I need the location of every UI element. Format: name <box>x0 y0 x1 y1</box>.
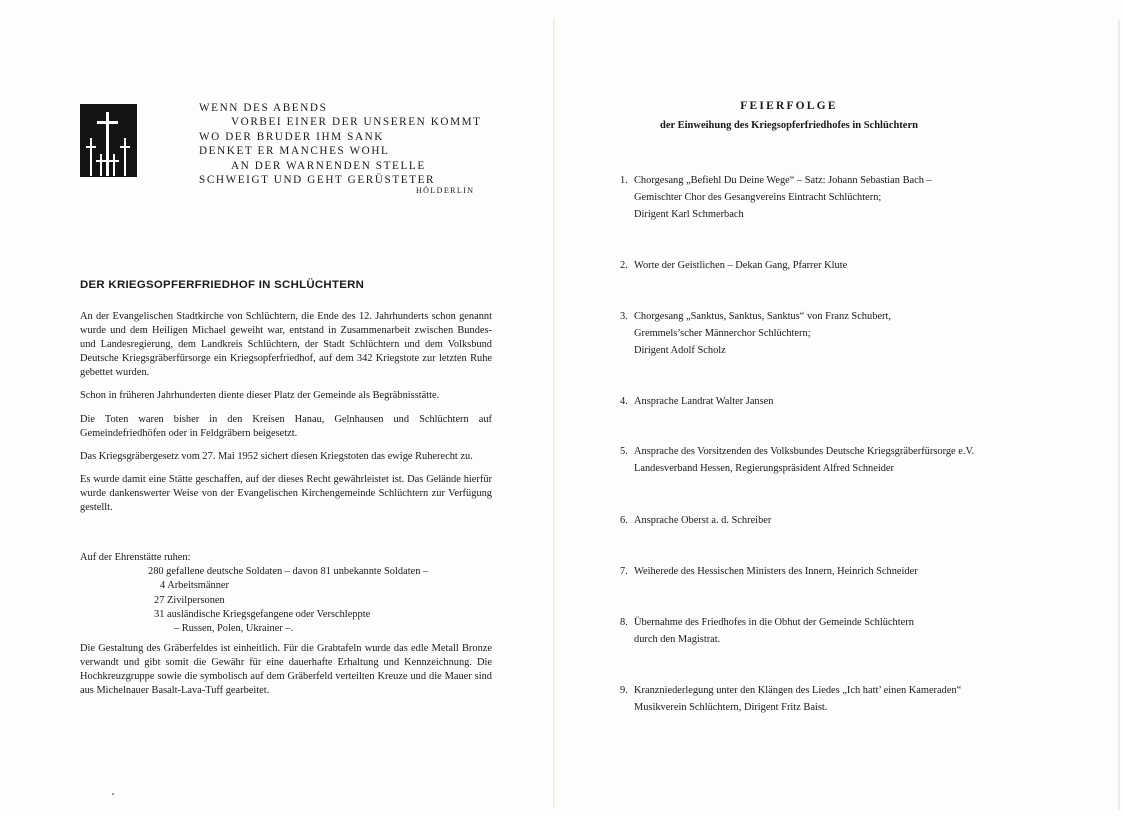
item-number: 1. <box>620 175 628 186</box>
paragraph: Es wurde damit eine Stätte geschaffen, auf der dieses Recht gewährleistet ist. Das Gelände hierfür wurde dankenswerter Weise von der Evangelischen Kirchengemeinde Schlüchtern zur Verfügung gestellt. <box>80 473 492 514</box>
poem-line: VORBEI EINER DER UNSEREN KOMMT <box>231 116 482 129</box>
item-line: Chorgesang „Sanktus, Sanktus, Sanktus“ von Franz Schubert, <box>634 311 891 322</box>
item-number: 6. <box>620 515 628 526</box>
program-item <box>620 257 847 274</box>
program-item <box>620 563 918 580</box>
item-number: 7. <box>620 566 628 577</box>
item-line: Chorgesang „Befiehl Du Deine Wege“ – Satz: Johann Sebastian Bach – <box>634 175 932 186</box>
paragraph: Das Kriegsgräbergesetz vom 27. Mai 1952 sichert diesen Kriegstoten das ewige Ruherecht zu. <box>80 450 473 462</box>
item-line: durch den Magistrat. <box>634 634 721 645</box>
closing-paragraph: Die Gestaltung des Gräberfeldes ist einheitlich. Für die Grabtafeln wurde das edle Metall Bronze verwandt und gibt somit die Gewähr für eine dauerhafte Erhaltung und Kennzeichnung. Die Hochkreuzgruppe sowie die symbolisch auf dem Gräberfeld verteilten Kreuze und die Mauer sind aus Michelnauer Basalt-Lava-Tuff gearbeitet. <box>80 643 492 697</box>
item-line: Musikverein Schlüchtern, Dirigent Fritz Baist. <box>634 702 828 713</box>
poem <box>199 101 482 187</box>
graves-list <box>80 551 428 636</box>
program-item <box>620 172 932 223</box>
graves-row: 27 Zivilpersonen <box>154 594 225 606</box>
graves-row: 280 gefallene deutsche Soldaten – davon 81 unbekannte Soldaten – <box>148 566 429 578</box>
page-edge <box>1118 20 1120 810</box>
poem-line: SCHWEIGT UND GEHT GERÜSTETER <box>199 174 436 187</box>
item-line: Landesverband Hessen, Regierungspräsident Alfred Schneider <box>634 463 894 474</box>
section-heading: DER KRIEGSOPFERFRIEDHOF IN SCHLÜCHTERN <box>80 279 365 291</box>
item-number: 8. <box>620 617 628 628</box>
graves-intro: Auf der Ehrenstätte ruhen: <box>80 552 191 563</box>
item-line: Ansprache des Vorsitzenden des Volksbundes Deutsche Kriegsgräberfürsorge e.V. <box>634 446 975 457</box>
program-title: FEIERFOLGE <box>740 100 838 112</box>
program-subtitle: der Einweihung des Kriegsopferfriedhofes in Schlüchtern <box>660 120 918 131</box>
program-item <box>620 614 914 648</box>
poem-line: DENKET ER MANCHES WOHL <box>199 145 390 158</box>
three-crosses-icon <box>80 104 137 177</box>
poem-line: WO DER BRUDER IHM SANK <box>199 130 384 143</box>
body-text <box>80 310 492 524</box>
graves-row: 31 ausländische Kriegsgefangene oder Verschleppte <box>154 608 371 620</box>
item-number: 5. <box>620 446 628 457</box>
item-line: Ansprache Oberst a. d. Schreiber <box>634 515 772 526</box>
program-item <box>620 443 974 477</box>
item-number: 2. <box>620 260 628 271</box>
item-line: Gremmels’scher Männerchor Schlüchtern; <box>634 328 811 339</box>
paper-speck <box>112 793 114 795</box>
item-line: Weiherede des Hessischen Ministers des Innern, Heinrich Schneider <box>634 566 918 577</box>
item-number: 4. <box>620 396 628 407</box>
program-item <box>620 682 961 716</box>
poem-author: HÖLDERLIN <box>416 186 475 195</box>
item-line: Kranzniederlegung unter den Klängen des Liedes „Ich hatt’ einen Kameraden“ <box>634 685 962 696</box>
program-item <box>620 393 773 410</box>
item-line: Übernahme des Friedhofes in die Obhut der Gemeinde Schlüchtern <box>634 617 914 628</box>
item-line: Dirigent Karl Schmerbach <box>634 209 744 220</box>
poem-line: WENN DES ABENDS <box>199 102 328 114</box>
poem-line: AN DER WARNENDEN STELLE <box>231 159 426 172</box>
paragraph: Schon in früheren Jahrhunderten diente dieser Platz der Gemeinde als Begräbnisstätte. <box>80 390 440 402</box>
paragraph: An der Evangelischen Stadtkirche von Schlüchtern, die Ende des 12. Jahrhunderts schon genannt wurde und dem Heiligen Michael geweiht war, entstand in Zusammenarbeit zwischen Bundes- und Landesregierung, dem Landkreis Schlüchtern, der Stadt Schlüchtern und dem Volksbund Deutsche Kriegsgräberfürsorge ein Kriegsopferfriedhof, auf dem 342 Kriegstote zur letzten Ruhe gebettet wurden. <box>80 311 492 379</box>
item-line: Dirigent Adolf Scholz <box>634 345 726 356</box>
graves-row: 4 Arbeitsmänner <box>160 580 229 592</box>
item-line: Worte der Geistlichen – Dekan Gang, Pfarrer Klute <box>634 260 848 271</box>
program-item <box>620 308 891 359</box>
item-line: Ansprache Landrat Walter Jansen <box>634 396 774 407</box>
paragraph: Die Toten waren bisher in den Kreisen Hanau, Gelnhausen und Schlüchtern auf Gemeindefriedhöfen oder in Feldgräbern beigesetzt. <box>80 413 492 439</box>
program-item <box>620 512 771 529</box>
item-line: Gemischter Chor des Gesangvereins Eintracht Schlüchtern; <box>634 192 882 203</box>
item-number: 9. <box>620 685 628 696</box>
page-fold <box>553 18 555 808</box>
item-number: 3. <box>620 311 628 322</box>
graves-row: – Russen, Polen, Ukrainer –. <box>174 623 294 635</box>
